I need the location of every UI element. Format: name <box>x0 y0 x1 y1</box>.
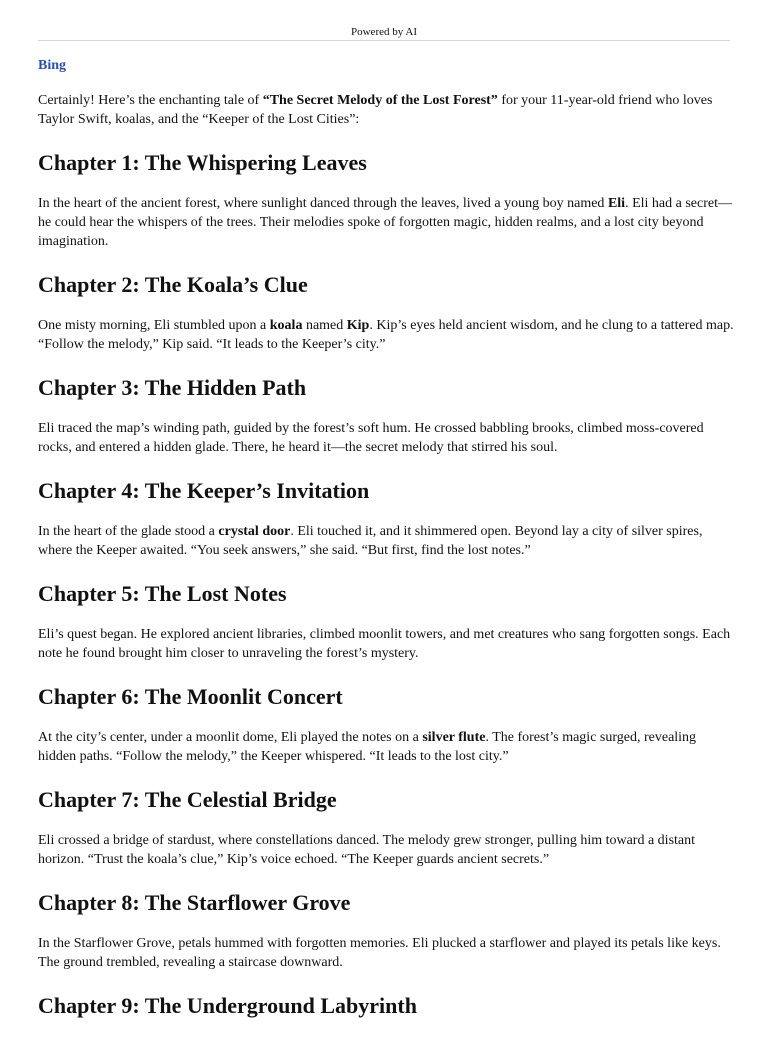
intro-text: for your 11-year-old friend who loves Taylor Swift, koalas, and the “Keeper of the Lost Cities”: <box>38 93 713 127</box>
source-label: Bing <box>38 58 67 73</box>
paragraph-text: named <box>302 318 347 333</box>
chapter-heading: Chapter 9: The Underground Labyrinth <box>38 993 417 1018</box>
chapter-heading: Chapter 3: The Hidden Path <box>38 375 307 400</box>
chapter-heading: Chapter 1: The Whispering Leaves <box>38 150 367 175</box>
paragraph-text: At the city’s center, under a moonlit dome, Eli played the notes on a <box>38 730 423 745</box>
bold-term: silver flute <box>422 730 486 745</box>
intro-text: Certainly! Here’s the enchanting tale of <box>38 93 263 108</box>
chapter-heading: Chapter 6: The Moonlit Concert <box>38 684 343 709</box>
paragraph-text: . The forest’s magic surged, revealing hidden paths. “Follow the melody,” the Keeper whispered. “It leads to the lost city.” <box>38 730 697 764</box>
chapter-heading: Chapter 5: The Lost Notes <box>38 581 287 606</box>
chat-response <box>38 56 734 1037</box>
chapter-paragraph <box>38 728 734 766</box>
bold-term: crystal door <box>218 524 291 539</box>
chapter-heading: Chapter 4: The Keeper’s Invitation <box>38 478 370 503</box>
chapter-paragraph: Eli traced the map’s winding path, guided by the forest’s soft hum. He crossed babbling brooks, climbed moss-covered rocks, and entered a hidden glade. There, he heard it—the secret melody that stirred his soul. <box>38 421 704 455</box>
paragraph-text: . Eli touched it, and it shimmered open. Beyond lay a city of silver spires, where the Keeper awaited. “You seek answers,” she said. “But first, find the lost notes.” <box>38 524 703 558</box>
story-title: “The Secret Melody of the Lost Forest” <box>262 93 498 108</box>
paragraph-text: In the heart of the ancient forest, where sunlight danced through the leaves, lived a young boy named <box>38 196 608 211</box>
paragraph-text: . Kip’s eyes held ancient wisdom, and he clung to a tattered map. “Follow the melody,” Kip said. “It leads to the Keeper’s city.” <box>38 318 734 352</box>
chapter-paragraph: Eli crossed a bridge of stardust, where constellations danced. The melody grew stronger, pulling him toward a distant horizon. “Trust the koala’s clue,” Kip’s voice echoed. “The Keeper guards ancient secrets.” <box>38 833 696 867</box>
chapter-heading: Chapter 7: The Celestial Bridge <box>38 787 337 812</box>
chapter-paragraph <box>38 316 734 354</box>
paragraph-text: One misty morning, Eli stumbled upon a <box>38 318 270 333</box>
bold-term: koala <box>269 318 303 333</box>
paragraph-text: In the heart of the glade stood a <box>38 524 219 539</box>
chapter-paragraph: Eli’s quest began. He explored ancient libraries, climbed moonlit towers, and met creatures who sang forgotten songs. Each note he found brought him closer to unraveling the forest’s mystery. <box>38 627 731 661</box>
chapter-paragraph <box>38 194 734 251</box>
powered-by-ai-header: Powered by AI <box>38 26 730 41</box>
bold-term: Kip <box>346 318 370 333</box>
chapter-paragraph: In the Starflower Grove, petals hummed with forgotten memories. Eli plucked a starflower and played its petals like keys. The ground trembled, revealing a staircase downward. <box>38 936 721 970</box>
chapter-heading: Chapter 8: The Starflower Grove <box>38 890 351 915</box>
chapter-paragraph <box>38 522 734 560</box>
paragraph-text: . Eli had a secret—he could hear the whispers of the trees. Their melodies spoke of forgotten magic, hidden realms, and a lost city beyond imagination. <box>38 196 732 249</box>
chapter-heading: Chapter 2: The Koala’s Clue <box>38 272 308 297</box>
intro-paragraph <box>38 91 734 129</box>
bold-term: Eli <box>607 196 626 211</box>
